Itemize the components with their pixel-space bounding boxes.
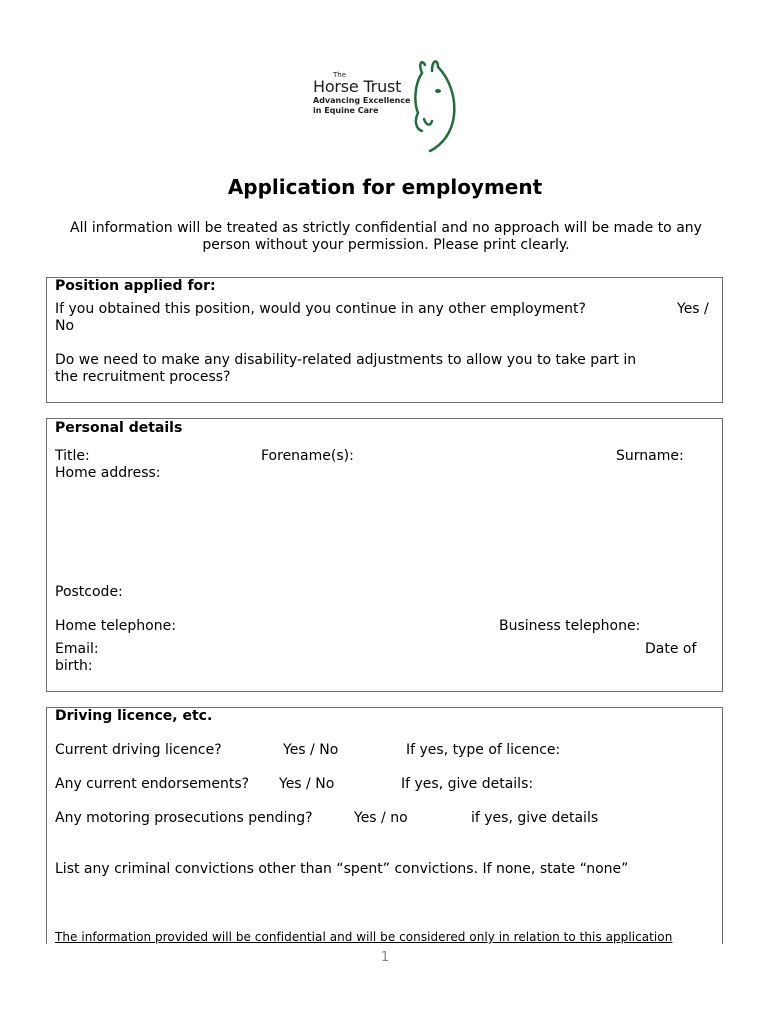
logo-tagline-2: in Equine Care — [313, 106, 379, 115]
endorsements-yes-no: Yes / No — [279, 776, 335, 792]
logo-text — [313, 71, 411, 116]
prosecutions-yes-no: Yes / no — [354, 810, 408, 826]
home-address-label: Home address: — [55, 465, 161, 481]
forename-label: Forename(s): — [261, 448, 354, 464]
page-number: 1 — [380, 950, 390, 965]
disability-question-line-1: Do we need to make any disability-related adjustments to allow you to take part in — [55, 352, 637, 368]
licence-question: Current driving licence? — [55, 742, 222, 758]
prosecutions-question: Any motoring prosecutions pending? — [55, 810, 313, 826]
postcode-label: Postcode: — [55, 584, 123, 600]
title-label: Title: — [55, 448, 90, 464]
endorsements-question: Any current endorsements? — [55, 776, 250, 792]
licence-type: If yes, type of licence: — [406, 742, 561, 758]
page-title: Application for employment — [227, 175, 543, 199]
prosecutions-details: if yes, give details — [471, 810, 599, 826]
driving-section — [46, 707, 723, 944]
licence-yes-no: Yes / No — [283, 742, 339, 758]
other-employment-no: No — [55, 318, 75, 334]
logo-tagline-1: Advancing Excellence — [313, 96, 411, 105]
email-label: Email: — [55, 641, 99, 657]
intro-text: All information will be treated as strictly confidential and no approach will be made to any person without your permission. Please print clearly. — [70, 220, 702, 253]
personal-details-section — [46, 418, 723, 692]
surname-label: Surname: — [616, 448, 684, 464]
position-heading: Position applied for: — [55, 278, 216, 294]
home-telephone-label: Home telephone: — [55, 618, 176, 634]
driving-heading: Driving licence, etc. — [55, 708, 213, 724]
other-employment-yes: Yes / — [677, 301, 709, 317]
dob-label-1: Date of — [645, 641, 697, 657]
endorsements-details: If yes, give details: — [401, 776, 534, 792]
convictions-question: List any criminal convictions other than “spent” convictions. If none, state “none” — [55, 861, 629, 877]
personal-heading: Personal details — [55, 420, 183, 436]
disability-question-line-2: the recruitment process? — [55, 369, 231, 385]
horse-trust-logo — [308, 55, 468, 155]
other-employment-question: If you obtained this position, would you continue in any other employment? — [55, 301, 586, 317]
horse-head-icon — [408, 55, 468, 155]
dob-label-2: birth: — [55, 658, 93, 674]
position-section — [46, 277, 723, 403]
logo-the: The — [333, 71, 347, 79]
logo-name: Horse Trust — [313, 77, 402, 96]
confidentiality-note: The information provided will be confidential and will be considered only in relation to this application — [55, 930, 673, 944]
business-telephone-label: Business telephone: — [499, 618, 641, 634]
